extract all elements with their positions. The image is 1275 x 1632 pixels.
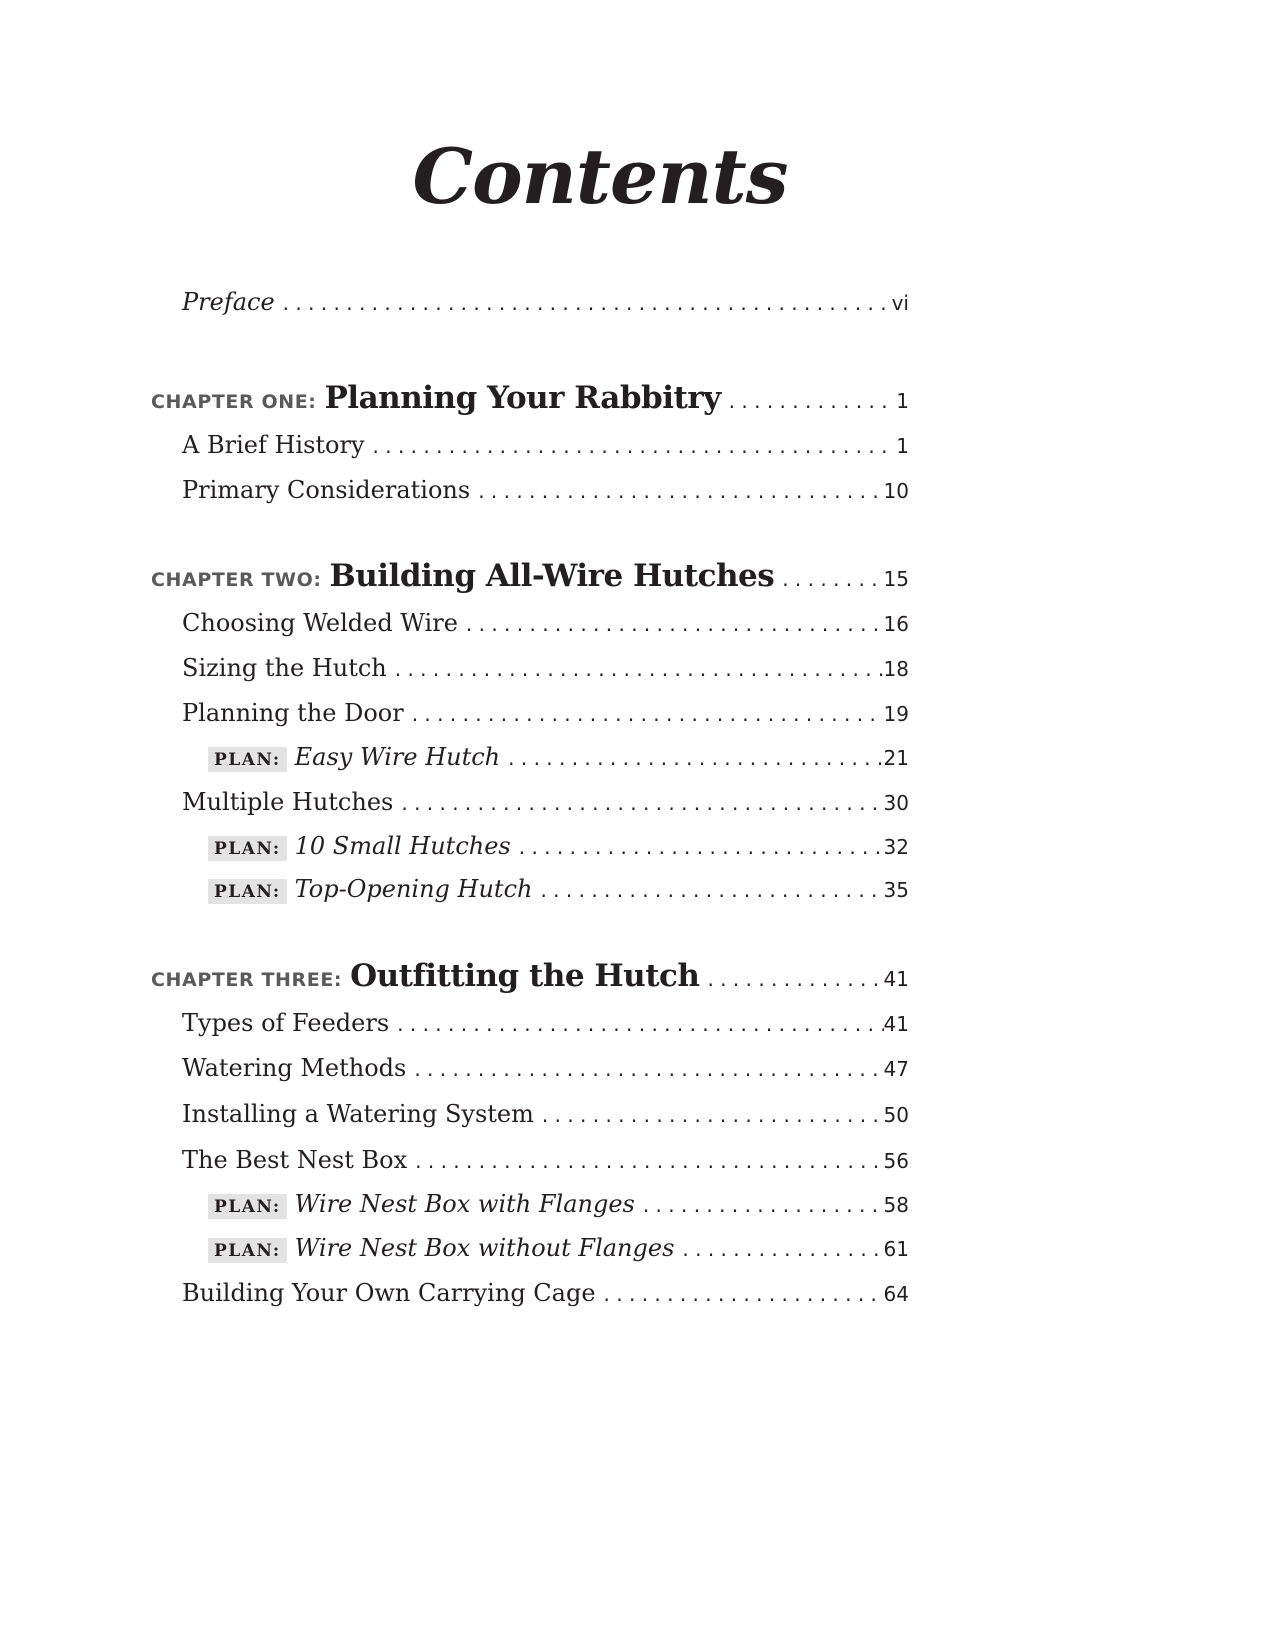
toc-chapter-one[interactable] [151,380,909,416]
toc-entry-label: Easy Wire Hutch [294,743,501,771]
dot-leader [365,436,897,456]
dot-leader [635,1195,884,1215]
toc-page-number: 56 [883,1149,909,1173]
dot-leader [774,569,883,589]
toc-entry-label: The Best Nest Box [182,1146,408,1174]
toc-page-number: 58 [883,1193,909,1217]
toc-entry[interactable] [182,699,909,727]
toc-entry[interactable] [182,609,909,637]
toc-page-number: 16 [883,612,909,636]
toc-chapter-two[interactable] [151,558,909,594]
dot-leader [699,969,883,989]
toc-entry-label: 10 Small Hutches [294,832,511,860]
toc-entry[interactable] [182,1100,909,1128]
toc-page-number: 1 [896,434,909,458]
dot-leader [404,704,884,724]
toc-entry-label: Watering Methods [182,1054,407,1082]
toc-page-number: 50 [883,1103,909,1127]
toc-page-number: 64 [883,1282,909,1306]
toc-entry-label: Primary Considerations [182,476,471,504]
toc-entry-label: Multiple Hutches [182,788,394,816]
toc-page-number: 18 [883,657,909,681]
chapter-title: Building All-Wire Hutches [329,558,775,594]
toc-plan-entry[interactable] [208,832,909,861]
dot-leader [387,659,884,679]
toc-page-number: 19 [883,702,909,726]
toc-entry-preface[interactable] [182,288,909,316]
dot-leader [721,391,897,411]
dot-leader [407,1151,883,1171]
chapter-title: Planning Your Rabbitry [324,380,721,416]
toc-plan-entry[interactable] [208,875,909,904]
chapter-number-label: CHAPTER TWO: [151,569,322,591]
toc-page-number: 1 [896,389,909,413]
toc-entry[interactable] [182,654,909,682]
toc-plan-entry[interactable] [208,1234,909,1263]
toc-entry[interactable] [182,1054,909,1082]
dot-leader [470,481,883,501]
plan-badge: PLAN: [208,1238,287,1263]
plan-badge: PLAN: [208,1194,287,1219]
dot-leader [534,1105,884,1125]
toc-entry[interactable] [182,788,909,816]
dot-leader [674,1239,883,1259]
toc-entry[interactable] [182,1009,909,1037]
plan-badge: PLAN: [208,879,287,904]
dot-leader [389,1014,883,1034]
toc-page-number: 32 [883,835,909,859]
toc-plan-entry[interactable] [208,743,909,772]
toc-entry-label: Sizing the Hutch [182,654,387,682]
toc-entry-label: Installing a Watering System [182,1100,534,1128]
toc-page-number: 47 [883,1057,909,1081]
toc-entry-label: Choosing Welded Wire [182,609,458,637]
dot-leader [393,793,883,813]
toc-entry[interactable] [182,1146,909,1174]
toc-page-number: 30 [883,791,909,815]
toc-entry-label: Preface [182,288,275,316]
toc-chapter-three[interactable] [151,958,909,994]
toc-entry-label: Building Your Own Carrying Cage [182,1279,596,1307]
toc-entry-label: Wire Nest Box with Flanges [294,1190,635,1218]
toc-page-number: 41 [883,967,909,991]
page-title: Contents [412,132,788,221]
chapter-title: Outfitting the Hutch [350,958,700,994]
toc-page-number: 41 [883,1012,909,1036]
dot-leader [500,748,883,768]
toc-page-number: vi [891,291,909,315]
plan-badge: PLAN: [208,836,287,861]
toc-plan-entry[interactable] [208,1190,909,1219]
toc-page-number: 35 [883,878,909,902]
dot-leader [532,880,883,900]
toc-page-number: 10 [883,479,909,503]
plan-badge: PLAN: [208,747,287,772]
chapter-number-label: CHAPTER ONE: [151,391,317,413]
dot-leader [596,1284,884,1304]
toc-entry[interactable] [182,431,909,459]
toc-entry-label: Planning the Door [182,699,404,727]
dot-leader [406,1059,883,1079]
toc-entry-label: A Brief History [182,431,365,459]
toc-entry-label: Types of Feeders [182,1009,390,1037]
dot-leader [275,293,892,313]
toc-entry-label: Top-Opening Hutch [294,875,533,903]
dot-leader [458,614,884,634]
toc-entry-label: Wire Nest Box without Flanges [294,1234,675,1262]
chapter-number-label: CHAPTER THREE: [151,969,343,991]
toc-page-number: 15 [883,567,909,591]
toc-page-number: 61 [883,1237,909,1261]
toc-page-number: 21 [883,746,909,770]
dot-leader [511,837,884,857]
toc-entry[interactable] [182,476,909,504]
toc-entry[interactable] [182,1279,909,1307]
